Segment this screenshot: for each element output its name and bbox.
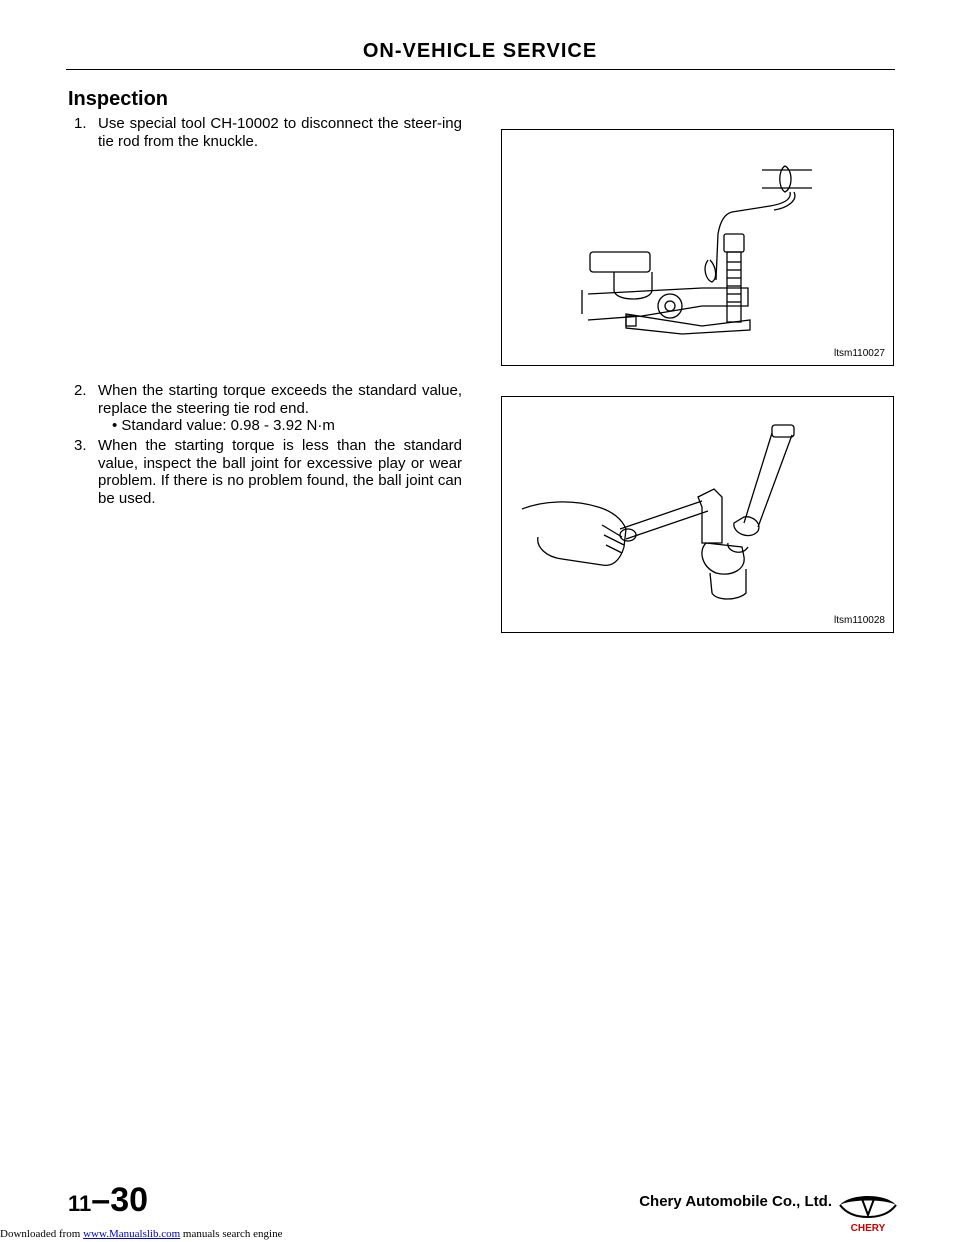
step-text: When the starting torque exceeds the standard value, replace the steering tie rod end.: [98, 382, 462, 417]
logo-text: CHERY: [850, 1223, 886, 1234]
standard-value-bullet: • Standard value: 0.98 - 3.92 N·m: [112, 417, 335, 434]
tie-rod-puller-illustration: [502, 130, 895, 367]
download-suffix: manuals search engine: [180, 1228, 283, 1240]
standard-value-text: Standard value: 0.98 - 3.92 N·m: [121, 417, 335, 434]
download-prefix: Downloaded from: [0, 1228, 81, 1240]
step-number: 2.: [74, 382, 87, 399]
page-chapter: 11: [68, 1191, 92, 1216]
download-footer: [0, 1228, 282, 1240]
page-separator: –: [91, 1181, 111, 1219]
header-rule: [66, 69, 895, 70]
section-title: Inspection: [68, 88, 169, 110]
step-2: [74, 382, 462, 435]
running-header: ON-VEHICLE SERVICE: [362, 40, 598, 62]
step-number: 3.: [74, 437, 87, 454]
figure-tie-rod-puller: [501, 129, 894, 366]
step-text: When the starting torque is less than the standard value, inspect the ball joint for excessive play or wear problem. If there is no problem found, the ball joint can be used.: [98, 437, 462, 507]
step-number: 1.: [74, 115, 87, 132]
manualslib-link[interactable]: www.Manualslib.com: [83, 1228, 181, 1240]
step-1: [74, 115, 462, 150]
torque-wrench-illustration: [502, 397, 895, 634]
company-name: Chery Automobile Co., Ltd.: [639, 1193, 832, 1210]
step-text: Use special tool CH-10002 to disconnect the steer-ing tie rod from the knuckle.: [98, 115, 462, 150]
chery-logo-icon: [836, 1191, 900, 1235]
figure-torque-wrench: [501, 396, 894, 633]
figure-label: ltsm110028: [834, 615, 885, 626]
step-3: [74, 437, 462, 507]
page-number: [68, 1183, 148, 1221]
figure-label: ltsm110027: [834, 348, 885, 359]
page-number-value: 30: [110, 1181, 149, 1219]
